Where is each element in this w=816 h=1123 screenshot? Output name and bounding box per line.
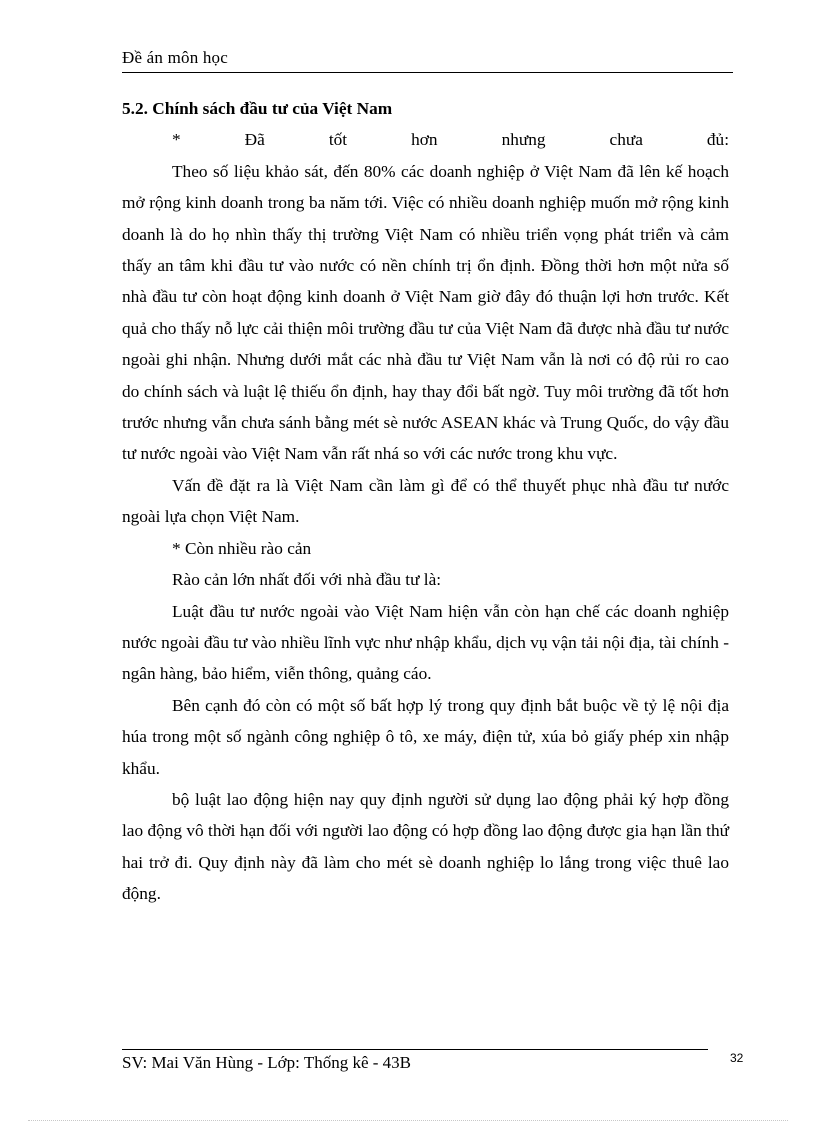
footer-student-info: SV: Mai Văn Hùng - Lớp: Thống kê - 43B [122, 1053, 411, 1072]
header-title: Đề án môn học [122, 48, 228, 67]
body-paragraph: Vấn đề đặt ra là Việt Nam cần làm gì để có thể thuyết phục nhà đầu tư nước ngoài lựa chọn Việt Nam. [122, 475, 729, 527]
section-heading: 5.2. Chính sách đầu tư của Việt Nam [122, 99, 393, 118]
page-content [122, 93, 729, 910]
body-paragraph: Theo số liệu khảo sát, đến 80% các doanh nghiệp ở Việt Nam đã lên kế hoạch mở rộng kinh doanh trong ba năm tới. Việc có nhiều doanh nghiệp muốn mở rộng kinh doanh là do họ nhìn thấy thị trường Việt Nam có nhiều triển vọng phát triển và cảm thấy an tâm khi đầu tư vào nước có nền chính trị ổn định. Đồng thời hơn một nửa số nhà đầu tư còn hoạt động kinh doanh ở Việt Nam giờ đây đó thuận lợi hơn trước. Kết quả cho thấy nỗ lực cải thiện môi trường đầu tư của Việt Nam đã được nhà đầu tư nước ngoài ghi nhận. Nhưng dưới mắt các nhà đầu tư Việt Nam vẫn là nơi có độ rủi ro cao do chính sách và luật lệ thiếu ổn định, hay thay đổi bất ngờ. Tuy môi trường đã tốt hơn trước nhưng vẫn chưa sánh bằng mét sè nước ASEAN khác và Trung Quốc, do vậy đầu tư nước ngoài vào Việt Nam vẫn rất nhá so với các nước trong khu vực. [122, 161, 729, 464]
body-paragraph: Bên cạnh đó còn có một số bất hợp lý trong quy định bắt buộc về tỷ lệ nội địa húa trong một số ngành công nghiệp ô tô, xe máy, điện tử, xúa bỏ giấy phép xin nhập khẩu. [122, 695, 729, 778]
page-edge [28, 1120, 788, 1121]
footer-divider [122, 1049, 708, 1050]
page-number: 32 [730, 1051, 744, 1065]
body-paragraph: * Còn nhiều rào cản [172, 538, 312, 558]
body-paragraph: bộ luật lao động hiện nay quy định người sử dụng lao động phải ký hợp đồng lao động vô thời hạn đối với người lao động có hợp đồng lao động được gia hạn lần thứ hai trở đi. Quy định này đã làm cho mét sè doanh nghiệp lo lắng trong việc thuê lao động. [122, 789, 729, 904]
subheading-paragraph: * Đã tốt hơn nhưng chưa đủ: [172, 130, 729, 150]
header-divider [122, 72, 733, 73]
body-paragraph: Rào cản lớn nhất đối với nhà đầu tư là: [172, 570, 442, 590]
body-paragraph: Luật đầu tư nước ngoài vào Việt Nam hiện vẫn còn hạn chế các doanh nghiệp nước ngoài đầu tư vào nhiều lĩnh vực như nhập khẩu, dịch vụ vận tải nội địa, tài chính - ngân hàng, bảo hiểm, viễn thông, quảng cáo. [122, 601, 729, 684]
